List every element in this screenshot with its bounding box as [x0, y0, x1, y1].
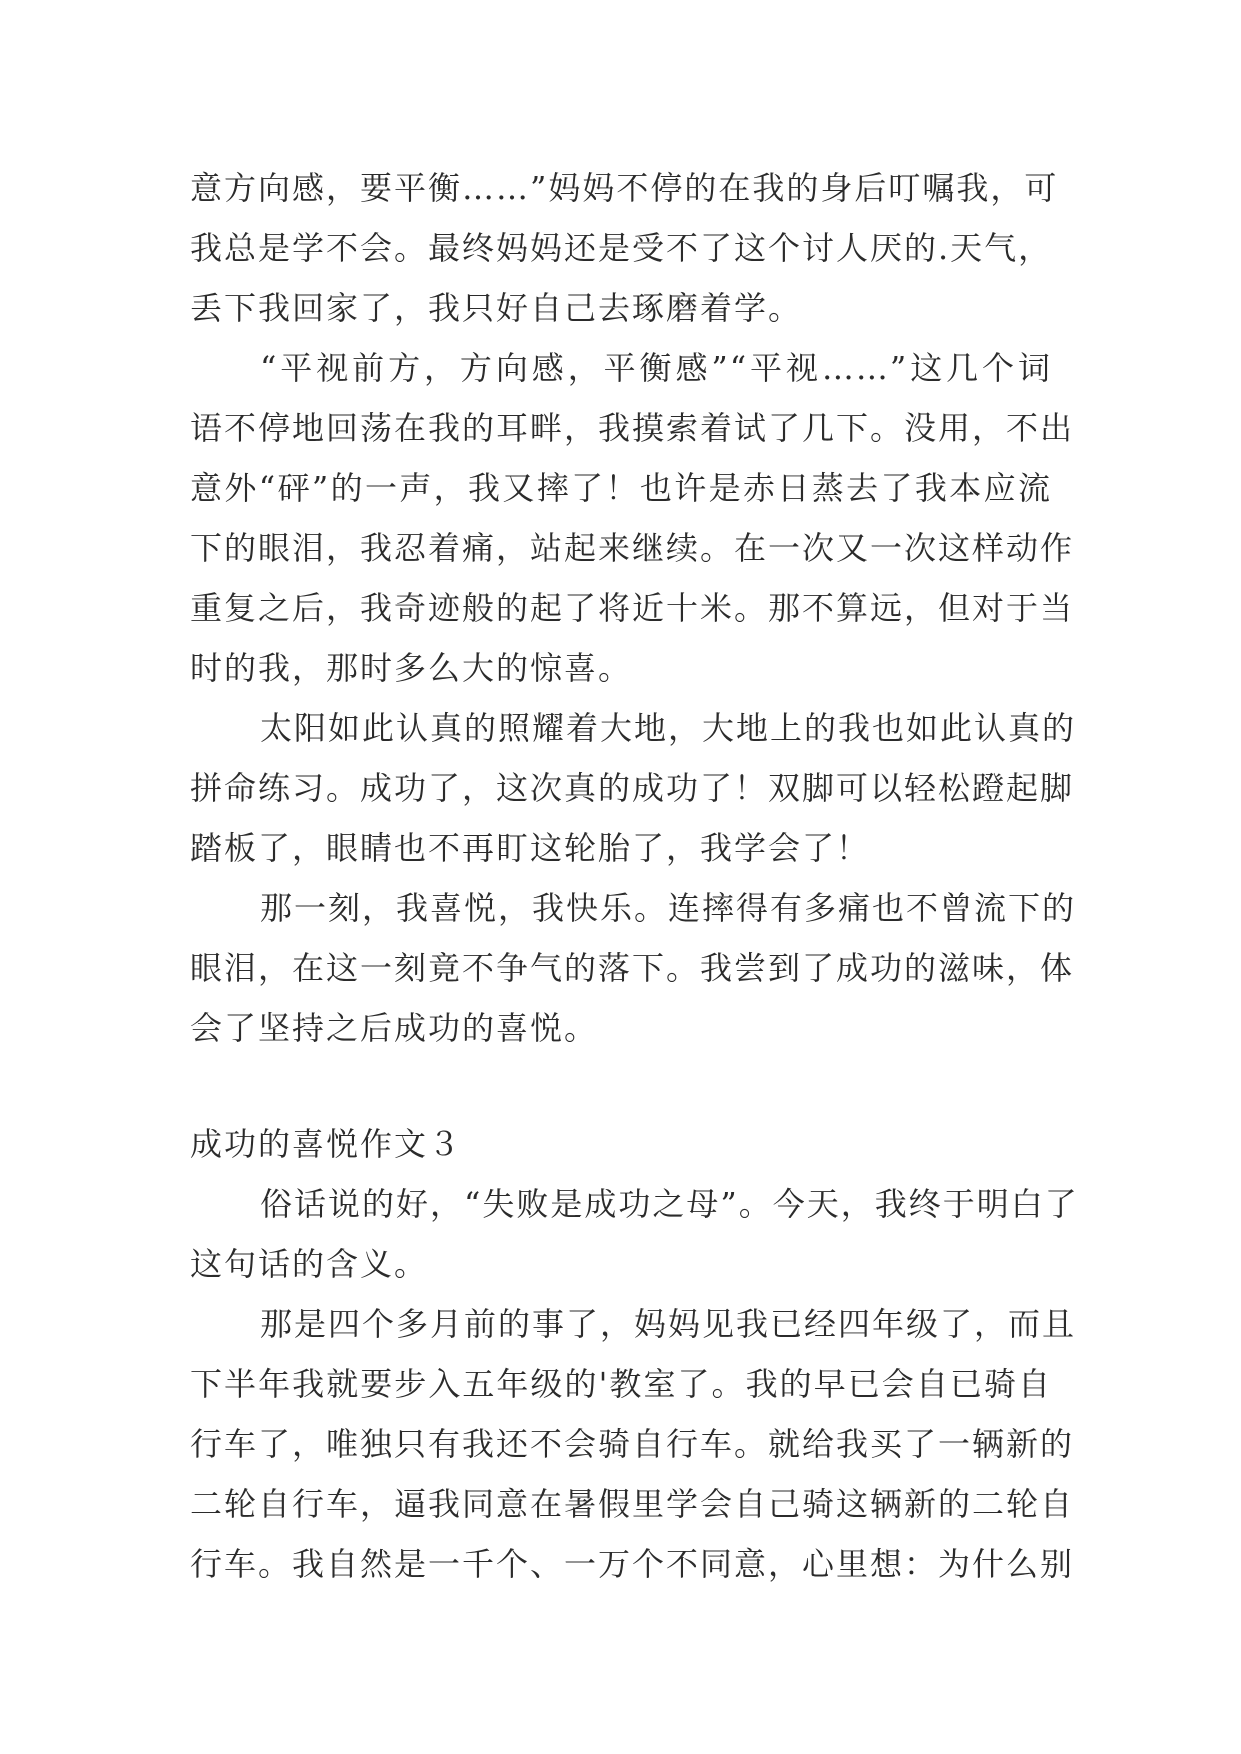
text-line: 丢下我回家了，我只好自己去琢磨着学。: [190, 289, 803, 327]
document-body: [190, 158, 1079, 1594]
section-heading: 成功的喜悦作文３: [190, 1125, 463, 1163]
text-line: 意方向感，要平衡……”妈妈不停的在我的身后叮嘱我，可: [190, 169, 1059, 207]
paragraph: [190, 878, 1077, 1058]
text-line: 踏板了，眼睛也不再盯这轮胎了，我学会了！: [190, 829, 871, 867]
paragraph: [190, 1294, 1077, 1594]
text-line: 行车。我自然是一千个、一万个不同意，心里想：为什么别: [190, 1545, 1075, 1583]
text-line: 会了坚持之后成功的喜悦。: [190, 1009, 599, 1047]
text-line: 眼泪，在这一刻竟不争气的落下。我尝到了成功的滋味，体: [190, 949, 1075, 987]
text-line: 行车了，唯独只有我还不会骑自行车。就给我买了一辆新的: [190, 1425, 1075, 1463]
text-line: 太阳如此认真的照耀着大地，大地上的我也如此认真的: [260, 709, 1077, 747]
text-line: 语不停地回荡在我的耳畔，我摸索着试了几下。没用，不出: [190, 409, 1075, 447]
text-line: 那一刻，我喜悦，我快乐。连摔得有多痛也不曾流下的: [260, 889, 1077, 927]
text-line: 下半年我就要步入五年级的'教室了。我的早已会自已骑自: [190, 1365, 1052, 1403]
text-line: 下的眼泪，我忍着痛，站起来继续。在一次又一次这样动作: [190, 529, 1075, 567]
text-line: 我总是学不会。最终妈妈还是受不了这个讨人厌的.天气，: [190, 229, 1053, 267]
text-line: 俗话说的好，“失败是成功之母”。今天，我终于明白了: [260, 1185, 1079, 1223]
text-line: 拼命练习。成功了，这次真的成功了！双脚可以轻松蹬起脚: [190, 769, 1075, 807]
text-line: 重复之后，我奇迹般的起了将近十米。那不算远，但对于当: [190, 589, 1075, 627]
text-line: “平视前方，方向感，平衡感”“平视……”这几个词: [260, 349, 1052, 387]
text-line: 意外“砰”的一声，我又摔了！也许是赤日蒸去了我本应流: [190, 469, 1052, 507]
paragraph: [190, 338, 1075, 698]
paragraph: [190, 158, 1059, 338]
paragraph: [190, 1174, 1079, 1294]
text-line: 二轮自行车，逼我同意在暑假里学会自己骑这辆新的二轮自: [190, 1485, 1075, 1523]
text-line: 那是四个多月前的事了，妈妈见我已经四年级了，而且: [260, 1305, 1077, 1343]
text-line: 这句话的含义。: [190, 1245, 429, 1283]
paragraph: [190, 698, 1077, 878]
text-line: 时的我，那时多么大的惊喜。: [190, 649, 633, 687]
